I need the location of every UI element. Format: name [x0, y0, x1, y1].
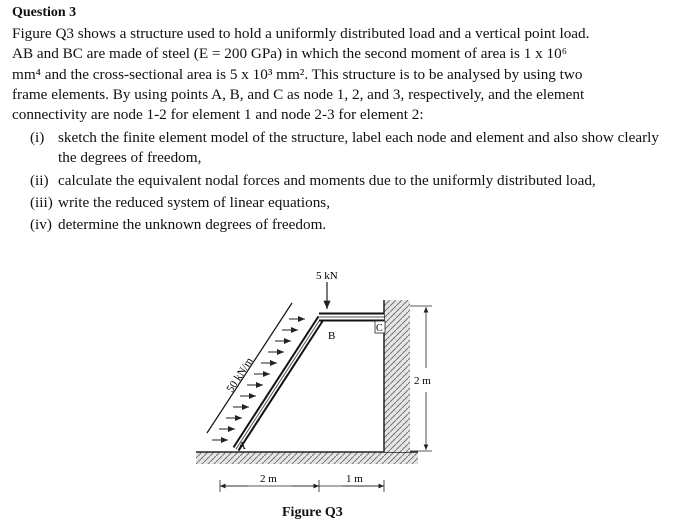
task-number: (iii)	[30, 193, 53, 211]
dimension-height-label: 2 m	[414, 375, 431, 387]
dimension-left-label: 2 m	[260, 473, 277, 485]
figure-caption: Figure Q3	[282, 505, 343, 520]
body-line-5: connectivity are node 1-2 for element 1 and node 2-3 for element 2:	[12, 106, 424, 124]
task-text: calculate the equivalent nodal forces and moments due to the uniformly distributed load,	[58, 171, 596, 189]
node-c-label: C	[376, 323, 383, 334]
task-number: (iv)	[30, 216, 52, 234]
dimension-right-label: 1 m	[346, 473, 363, 485]
distributed-load-label: 50 kN/m	[224, 355, 256, 395]
node-a-label: A	[238, 440, 246, 452]
task-text: sketch the finite element model of the structure, label each node and element and also show clearly the degrees of freedom,	[58, 129, 659, 167]
body-line-2: AB and BC are made of steel (E = 200 GPa) in which the second moment of area is 1 x 10⁶	[12, 45, 567, 63]
task-text: write the reduced system of linear equations,	[58, 193, 331, 211]
task-number: (ii)	[30, 171, 49, 189]
task-number: (i)	[30, 129, 45, 146]
node-b-label: B	[328, 330, 336, 342]
task-text: determine the unknown degrees of freedom.	[58, 216, 327, 234]
body-line-3: mm⁴ and the cross-sectional area is 5 x 10³ mm². This structure is to be analysed by using two	[12, 65, 583, 83]
body-line-4: frame elements. By using points A, B, and C as node 1, 2, and 3, respectively, and the element	[12, 85, 585, 103]
point-load-label: 5 kN	[316, 270, 338, 282]
ground-support	[196, 452, 418, 464]
body-line-1: Figure Q3 shows a structure used to hold a uniformly distributed load and a vertical point load.	[12, 25, 590, 42]
wall-support	[384, 300, 410, 452]
question-title: Question 3	[12, 5, 77, 20]
